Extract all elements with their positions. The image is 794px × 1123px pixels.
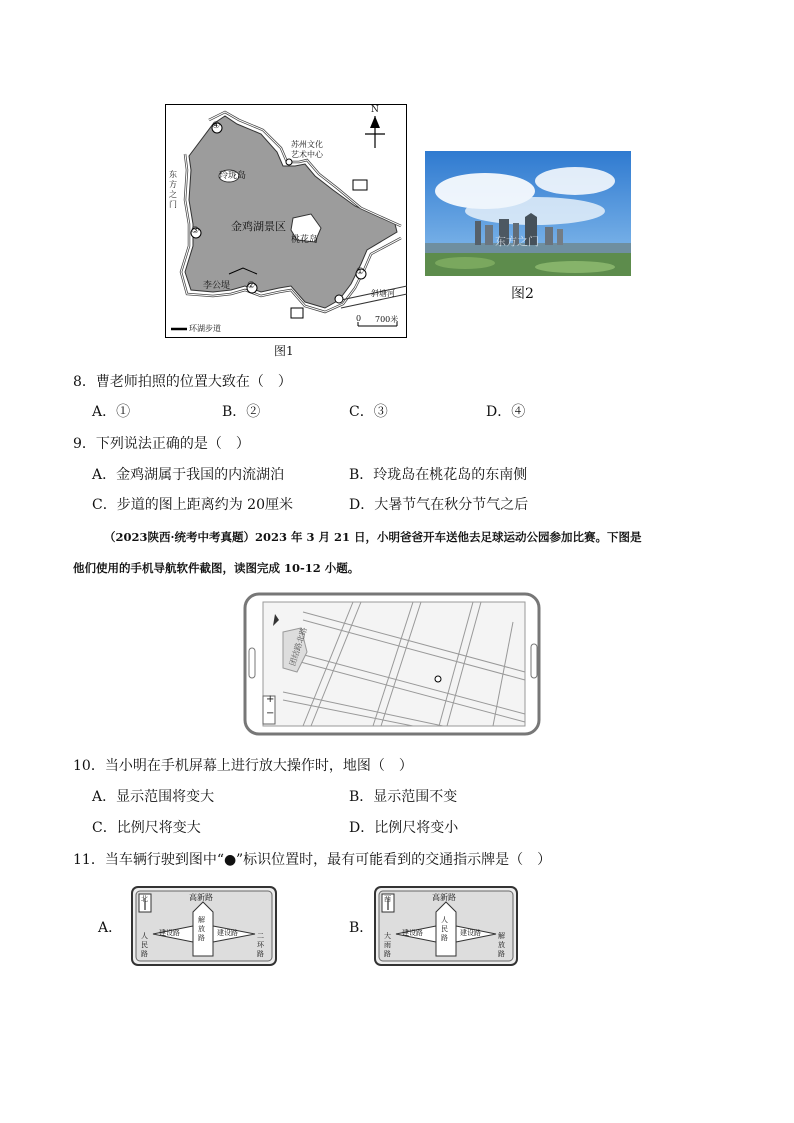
sign-b-left: 建设路 [402,929,423,937]
sign-a-far-left: 人民路 [141,932,148,958]
intro-line-2: 他们使用的手机导航软件截图，读图完成 10-12 小题。 [73,561,360,575]
photo-watermark: 东方之门 [495,235,539,248]
sign-a-left: 建设路 [159,929,180,937]
sign-a [131,886,277,966]
sign-a-far-right: 二环路 [257,932,264,958]
marker-label-4: ④ [212,121,221,131]
map-culture-label: 苏州文化 艺术中心 [291,140,323,159]
figure-1-caption: 图1 [274,344,294,358]
marker-label-1: ① [356,267,365,277]
zoom-out-button[interactable]: − [266,708,275,719]
figure-1-map [165,104,407,338]
lake-map-svg [165,104,407,338]
map-ligong-label: 李公堤 [203,281,231,291]
road-label: 团结路北路 [287,626,309,668]
map-north-label: N [371,105,379,115]
sign-b-dir: 西 [384,895,391,903]
q10-option-a: A．显示范围将变大 [92,789,215,805]
intro-line-1: （2023陕西·统考中考真题）2023 年 3 月 21 日，小明爸爸开车送他去足球运动公园参加比赛。下图是 [104,530,642,544]
q9-option-c: C．步道的图上距离约为 20厘米 [92,497,293,513]
lake-photo [425,151,631,276]
sign-a-dir: 北 [141,895,148,903]
location-marker-icon: ● [223,852,237,868]
figure-2-photo [425,151,631,276]
sign-b-center: 人民路 [441,916,448,942]
question-10-stem: 10．当小明在手机屏幕上进行放大操作时，地图（ ） [73,758,413,774]
sign-a-center: 解放路 [198,916,205,942]
zoom-in-button[interactable]: + [266,694,275,705]
marker-label-2: ② [247,281,256,291]
q8-option-d: D．④ [486,404,526,420]
q10-option-c: C．比例尺将变大 [92,820,201,836]
sign-b [374,886,518,966]
question-9-stem: 9．下列说法正确的是（ ） [73,436,250,452]
map-linglong-label: 玲珑岛 [219,171,247,181]
q9-option-d: D．大暑节气在秋分节气之后 [349,497,529,513]
scale-label: 700米 [375,315,399,324]
marker-label-3: ③ [191,226,200,236]
map-xietang-label: 斜塘河 [371,289,395,298]
question-8-stem: 8．曹老师拍照的位置大致在（ ） [73,374,292,390]
phone-svg [243,592,543,738]
q8-option-c: C．③ [349,404,388,420]
q11-stem-tail: ”标识位置时，最有可能看到的交通指示牌是（ ） [235,852,552,868]
sign-b-far-left: 大雨路 [384,932,391,958]
sign-b-far-right: 解放路 [498,932,505,958]
q8-option-b: B．② [222,404,261,420]
question-11-stem [73,850,551,870]
phone-map-figure [243,592,543,738]
map-taohua-label: 桃花岛 [291,235,319,245]
q8-option-a: A．① [92,404,131,420]
q11-option-a-label: A． [98,920,123,936]
map-jinji-label: 金鸡湖景区 [231,220,286,233]
q11-option-b-label: B． [349,920,374,936]
sign-a-top: 高新路 [189,893,213,902]
sign-b-top: 高新路 [432,893,456,902]
map-legend-label: 环湖步道 [189,324,221,333]
figure-2-caption: 图2 [511,286,534,302]
q10-option-d: D．比例尺将变小 [349,820,459,836]
q10-option-b: B．显示范围不变 [349,789,458,805]
sign-a-right: 建设路 [217,929,238,937]
map-dongfang-label: 东 方 之 门 [169,170,177,209]
sign-b-right: 建设路 [460,929,481,937]
scale-zero: 0 [356,314,362,323]
q9-option-b: B．玲珑岛在桃花岛的东南侧 [349,467,528,483]
q9-option-a: A．金鸡湖属于我国的内流湖泊 [92,467,285,483]
q11-stem-head: 11．当车辆行驶到图中“ [73,852,224,868]
